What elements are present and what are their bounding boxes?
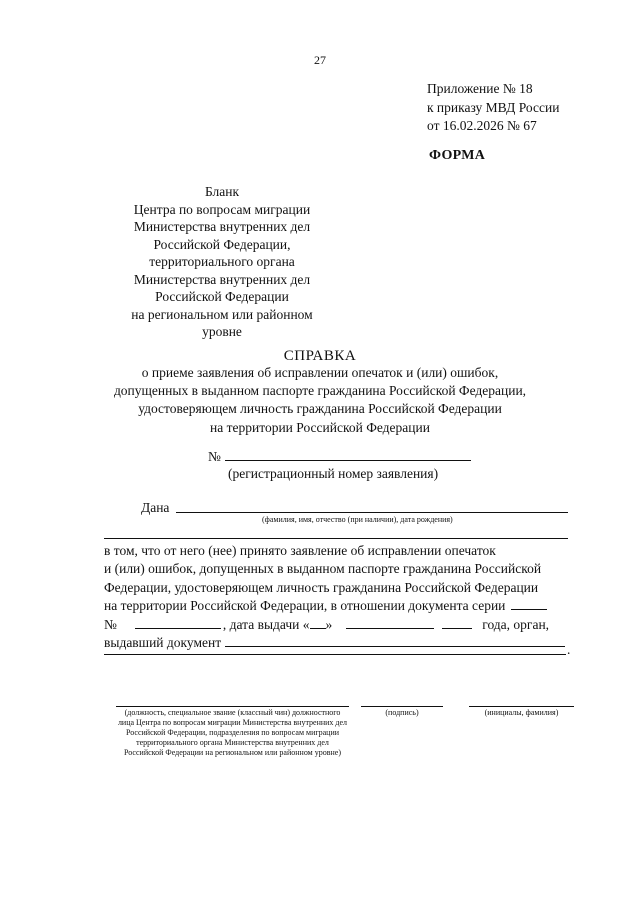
official-position-signature-field: (должность, специальное звание (классный чин) должностного лица Центра по вопросам миграции Министерства внутренних дел Российской Федерации, подразделения по вопросам миграции территориального органа Министерства внутренних дел Российской Федерации на региональном или районном уровне) [117,708,348,757]
body-line: на территории Российской Федерации, в отношении документа серии [104,597,576,615]
document-number-blank[interactable] [135,617,221,629]
subtitle-line: на территории Российской Федерации [210,419,430,435]
letterhead-line: территориального органа [149,254,295,269]
body-line: и (или) ошибок, допущенных в выданном паспорте гражданина Российской [104,561,542,577]
appendix-line: от 16.02.2026 № 67 [427,118,537,133]
issue-month-blank[interactable] [346,617,434,629]
subtitle-line: допущенных в выданном паспорте гражданина Российской Федерации, [113,383,527,399]
signature-field: (подпись) [361,706,443,718]
issuing-authority-blank[interactable] [225,635,565,647]
body-line: выдавший документ [104,634,576,652]
subtitle-line: о приеме заявления об исправлении опечаток и (или) ошибок, [141,365,499,380]
appendix-line: к приказу МВД России [427,99,560,115]
document-series-blank[interactable] [511,598,547,610]
subtitle-line: удостоверяющем личность гражданина Российской Федерации [138,401,502,417]
appendix-line: Приложение № 18 [427,81,533,96]
letterhead-line: Российской Федерации [155,289,289,304]
issue-day-blank[interactable] [310,617,326,629]
letterhead-block [100,183,344,341]
registration-number-field[interactable] [208,448,471,465]
number-sign: № [208,449,221,464]
body-line: в том, что от него (нее) принято заявление об исправлении опечаток [104,543,496,558]
body-text [104,542,576,652]
registration-number-caption: (регистрационный номер заявления) [228,466,439,481]
end-dot: . [567,642,571,657]
issue-year-blank[interactable] [442,617,472,629]
letterhead-line: уровне [202,324,242,339]
body-line: № , дата выдачи « » года, орган, [104,616,550,632]
letterhead-line: Бланк [204,184,240,199]
appendix-header [427,80,559,136]
letterhead-line: Российской Федерации, [153,236,291,252]
document-subtitle [60,364,580,437]
issued-to-caption: (фамилия, имя, отчество (при наличии), дата рождения) [262,515,453,524]
issued-to-label: Дана [141,500,170,515]
page-number: 27 [314,53,326,67]
body-line: Федерации, удостоверяющем личность гражданина Российской Федерации [104,579,539,595]
letterhead-line: Министерства внутренних дел [133,219,311,234]
issued-to-blank[interactable] [176,512,568,513]
document-title: СПРАВКА [283,348,357,364]
registration-number-blank[interactable] [225,448,471,461]
letterhead-line: Центра по вопросам миграции [133,201,311,217]
issuing-authority-blank-continued[interactable] [104,654,566,655]
initials-surname-field: (инициалы, фамилия) [469,706,574,718]
letterhead-line: на региональном или районном [131,306,313,322]
issued-to-blank-continued[interactable] [104,538,568,539]
letterhead-line: Министерства внутренних дел [133,271,311,287]
form-label: ФОРМА [429,148,486,163]
